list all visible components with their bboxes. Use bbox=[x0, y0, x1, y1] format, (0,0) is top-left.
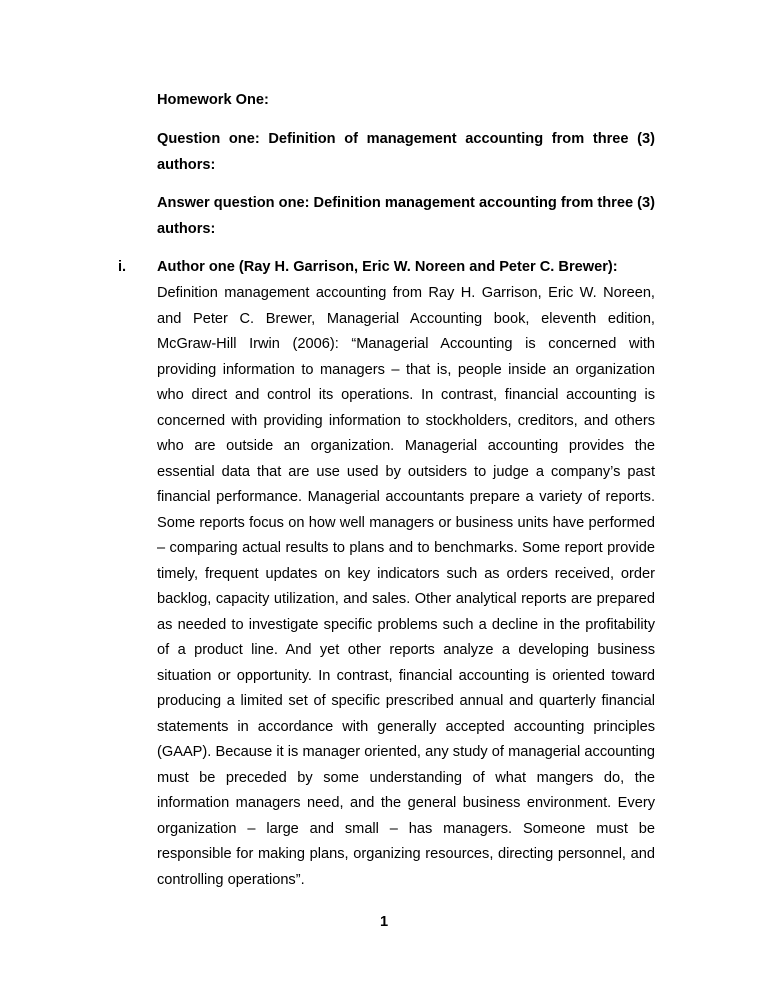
page-number: 1 bbox=[379, 914, 389, 930]
homework-title: Homework One: bbox=[157, 92, 269, 108]
author-one-paragraph: Definition management accounting from Ray H. Garrison, Eric W. Noreen, and Peter C. Brewer, Managerial Accounting book, eleventh edition, McGraw-Hill Irwin (2006): “Managerial Accounting is concerned with providing information to managers – that is, people inside an organization who direct and control its operations. In contrast, financial accounting is concerned with providing information to stockholders, creditors, and others who are outside an organization. Managerial accounting provides the essential data that are use used by outsiders to judge a company’s past financial performance. Managerial accountants prepare a variety of reports. Some reports focus on how well managers or business units have performed – comparing actual results to plans and to benchmarks. Some report provide timely, frequent updates on key indicators such as orders received, order backlog, capacity utilization, and sales. Other analytical reports are prepared as needed to investigate specific problems such a decline in the profitability of a product line. And yet other reports analyze a developing business situation or opportunity. In contrast, financial accounting is oriented toward producing a limited set of specific prescribed annual and quarterly financial statements in accordance with generally accepted accounting principles (GAAP). Because it is manager oriented, any study of managerial accounting must be preceded by some understanding of what mangers do, the information managers need, and the general business environment. Every organization – large and small – has managers. Someone must be responsible for making plans, organizing resources, directing personnel, and controlling operations”. bbox=[157, 285, 655, 888]
list-marker: i. bbox=[118, 259, 127, 275]
answer-one-heading: Answer question one: Definition management accounting from three (3) authors: bbox=[157, 195, 655, 237]
question-one: Question one: Definition of management accounting from three (3) authors: bbox=[157, 131, 655, 173]
author-one-heading: Author one (Ray H. Garrison, Eric W. Noreen and Peter C. Brewer): bbox=[157, 259, 618, 275]
